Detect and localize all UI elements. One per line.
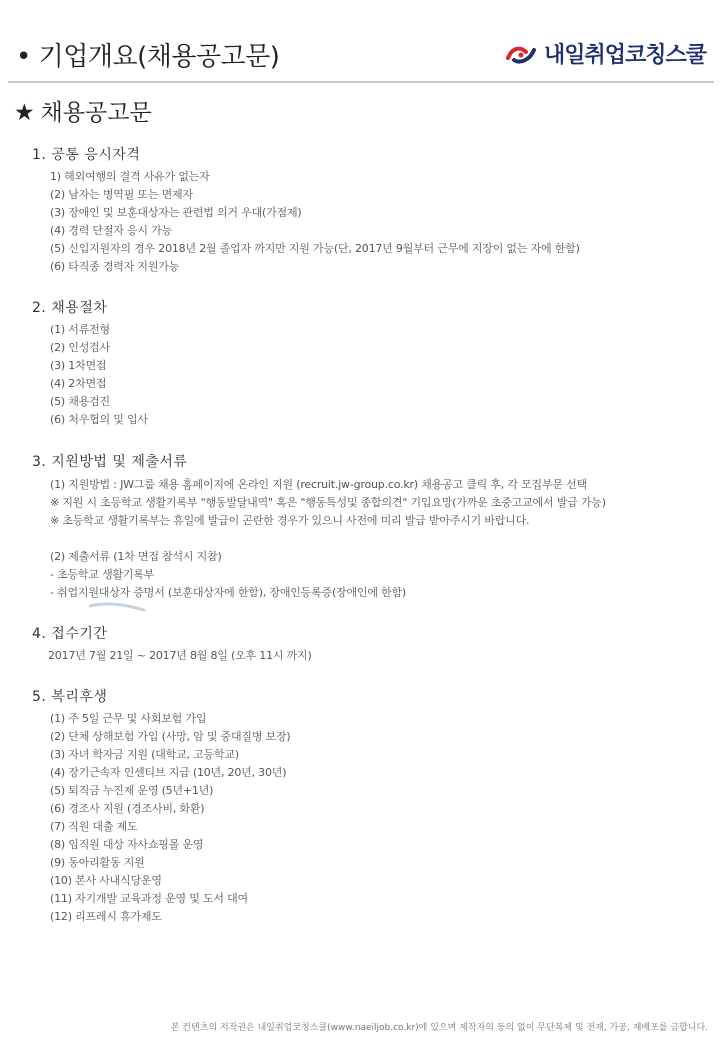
- list-item: (3) 자녀 학자금 지원 (대학교, 고등학교): [50, 748, 239, 761]
- list-item: (5) 신입지원자의 경우 2018년 2월 졸업자 까지만 지원 가능(단, 2017년 9월부터 근무에 지장이 없는 자에 한함): [50, 242, 580, 255]
- list-item: (7) 직원 대출 제도: [50, 820, 138, 833]
- list-item: (2) 인성검사: [50, 341, 110, 354]
- list-item: 1) 해외여행의 결격 사유가 없는자: [50, 170, 210, 183]
- list-item: (5) 퇴직금 누진제 운영 (5년+1년): [50, 784, 214, 797]
- list-item: - 초등학교 생활기록부: [50, 568, 155, 581]
- list-item: (9) 동아리활동 지원: [50, 856, 145, 869]
- list-item: (4) 2차면접: [50, 377, 107, 390]
- logo-mark-icon: [504, 40, 538, 66]
- list-item: (8) 임직원 대상 자사쇼핑몰 운영: [50, 838, 204, 851]
- page-header: [0, 0, 720, 82]
- section-title-eligibility: 1. 공통 응시자격: [32, 147, 141, 163]
- section-title-benefits: 5. 복리후생: [32, 689, 108, 705]
- list-item: - 취업지원대상자 증명서 (보훈대상자에 한함), 장애인등록증(장애인에 한함): [50, 586, 406, 599]
- page-title: [14, 94, 152, 127]
- header-divider: [8, 81, 714, 83]
- list-item: (3) 장애인 및 보훈대상자는 관련법 의거 우대(가점제): [50, 206, 302, 219]
- list-item: (2) 남자는 병역필 또는 면제자: [50, 188, 193, 201]
- section-title-procedure: 2. 채용절차: [32, 300, 108, 316]
- list-item: (2) 제출서류 (1차 면접 참석시 지참): [50, 550, 222, 563]
- section-title-application: 3. 지원방법 및 제출서류: [32, 454, 188, 470]
- brand-logo: [504, 38, 706, 68]
- star-icon: ★: [14, 100, 35, 126]
- list-item: 2017년 7월 21일 ~ 2017년 8월 8일 (오후 11시 까지): [48, 649, 312, 662]
- logo-text: 내일취업코칭스쿨: [543, 42, 706, 68]
- list-item: (6) 타직종 경력자 지원가능: [50, 260, 180, 273]
- list-item: (1) 주 5일 근무 및 사회보험 가입: [50, 712, 207, 725]
- page-title-text: 채용공고문: [40, 100, 152, 126]
- list-item: (6) 처우협의 및 입사: [50, 413, 148, 426]
- list-item: (6) 경조사 지원 (경조사비, 화환): [50, 802, 205, 815]
- list-item: (10) 본사 사내식당운영: [50, 874, 162, 887]
- list-item: (2) 단체 상해보험 가입 (사망, 암 및 중대질병 보장): [50, 730, 291, 743]
- list-item: ※ 지원 시 초등학교 생활기록부 "행동발달내역" 혹은 "행동특성및 종합의견" 기입요망(가까운 초중고교에서 발급 가능): [50, 496, 606, 509]
- list-item: (4) 경력 단절자 응시 가능: [50, 224, 173, 237]
- list-item: (11) 자기개발 교육과정 운영 및 도서 대여: [50, 892, 248, 905]
- list-item: ※ 초등학교 생활기록부는 휴일에 발급이 곤란한 경우가 있으니 사전에 미리 발급 받아주시기 바랍니다.: [50, 514, 530, 527]
- pen-stroke-mark: [88, 598, 146, 612]
- list-item: (5) 채용검진: [50, 395, 110, 408]
- list-item: (3) 1차면접: [50, 359, 107, 372]
- list-item: (1) 지원방법 : JW그룹 채용 홈페이지에 온라인 지원 (recruit.jw-group.co.kr) 채용공고 클릭 후, 각 모집부문 선택: [50, 478, 587, 491]
- list-item: (1) 서류전형: [50, 323, 110, 336]
- list-item: (12) 리프레시 휴가제도: [50, 910, 162, 923]
- copyright-footer: 본 컨텐츠의 저작권은 내일취업코칭스쿨(www.naeiljob.co.kr)에 있으며 제작자의 동의 없이 무단복제 및 전재, 가공, 재배포를 금합니다.: [170, 1023, 708, 1033]
- list-item: (4) 장기근속자 인센티브 지급 (10년, 20년, 30년): [50, 766, 287, 779]
- header-title: • 기업개요(채용공고문): [16, 42, 280, 72]
- section-title-period: 4. 접수기간: [32, 626, 108, 642]
